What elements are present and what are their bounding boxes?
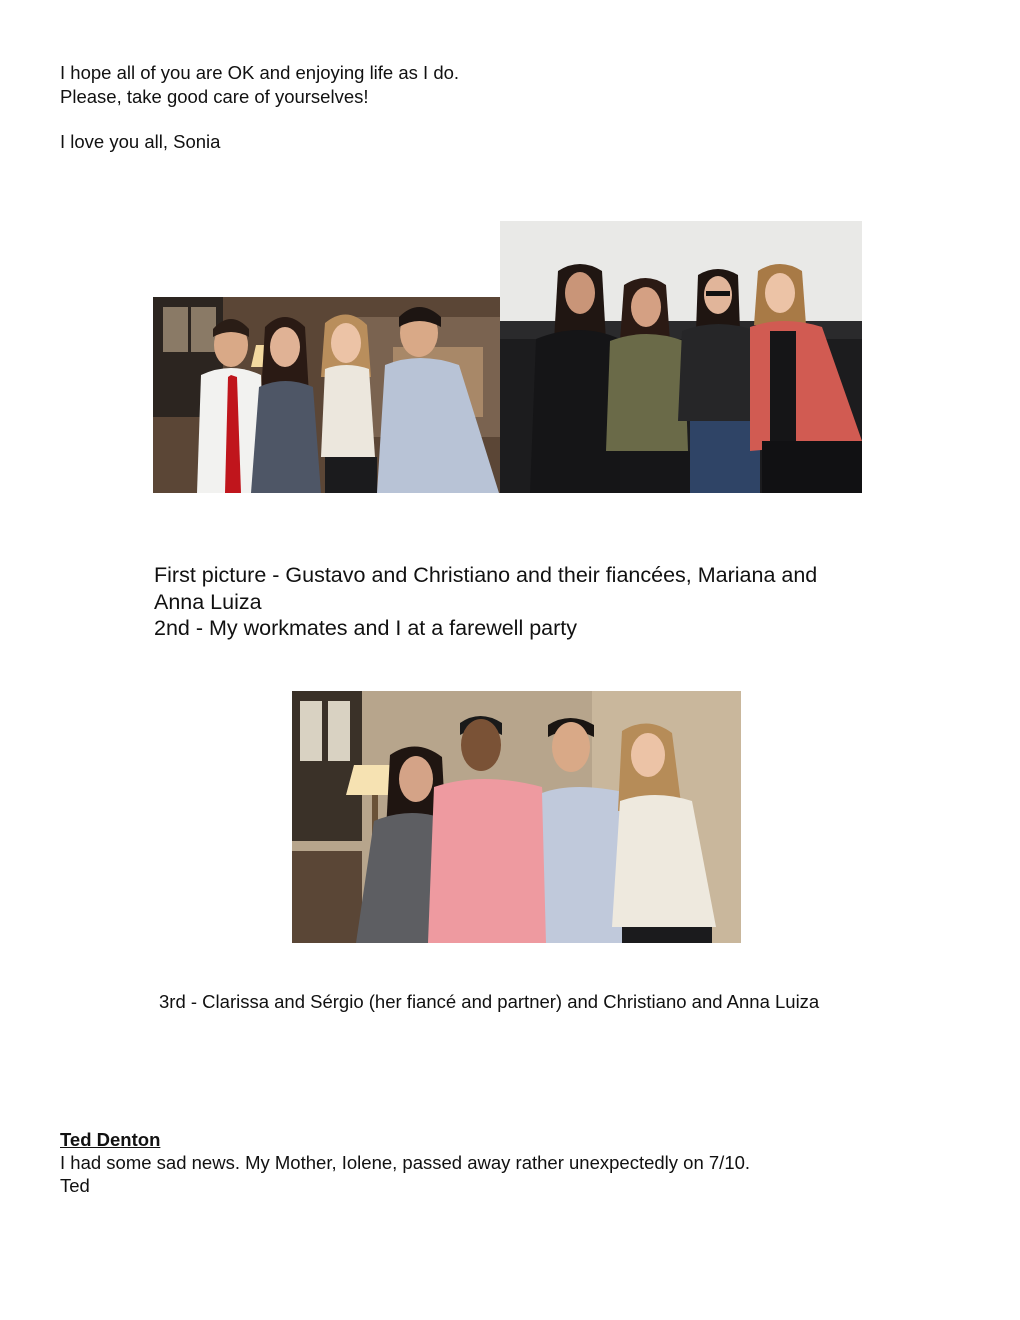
photo-engaged-couples [153,297,500,493]
caption-first-picture-line-2: Anna Luiza [154,590,262,614]
photo-clarissa-sergio-christiano-anna [292,691,741,943]
caption-third-picture: 3rd - Clarissa and Sérgio (her fiancé and partner) and Christiano and Anna Luiza [159,991,820,1012]
letter-line-2: Please, take good care of yourselves! [60,86,369,107]
letter-line-1: I hope all of you are OK and enjoying life as I do. [60,62,460,83]
ted-signature: Ted [60,1175,90,1196]
ted-denton-heading: Ted Denton [60,1129,161,1150]
ted-message: I had some sad news. My Mother, Iolene, passed away rather unexpectedly on 7/10. [60,1152,751,1173]
caption-second-picture: 2nd - My workmates and I at a farewell party [154,616,578,640]
caption-first-picture-line-1: First picture - Gustavo and Christiano and their fiancées, Mariana and [154,563,818,587]
photo-workmates [500,221,862,493]
letter-signoff: I love you all, Sonia [60,131,221,152]
